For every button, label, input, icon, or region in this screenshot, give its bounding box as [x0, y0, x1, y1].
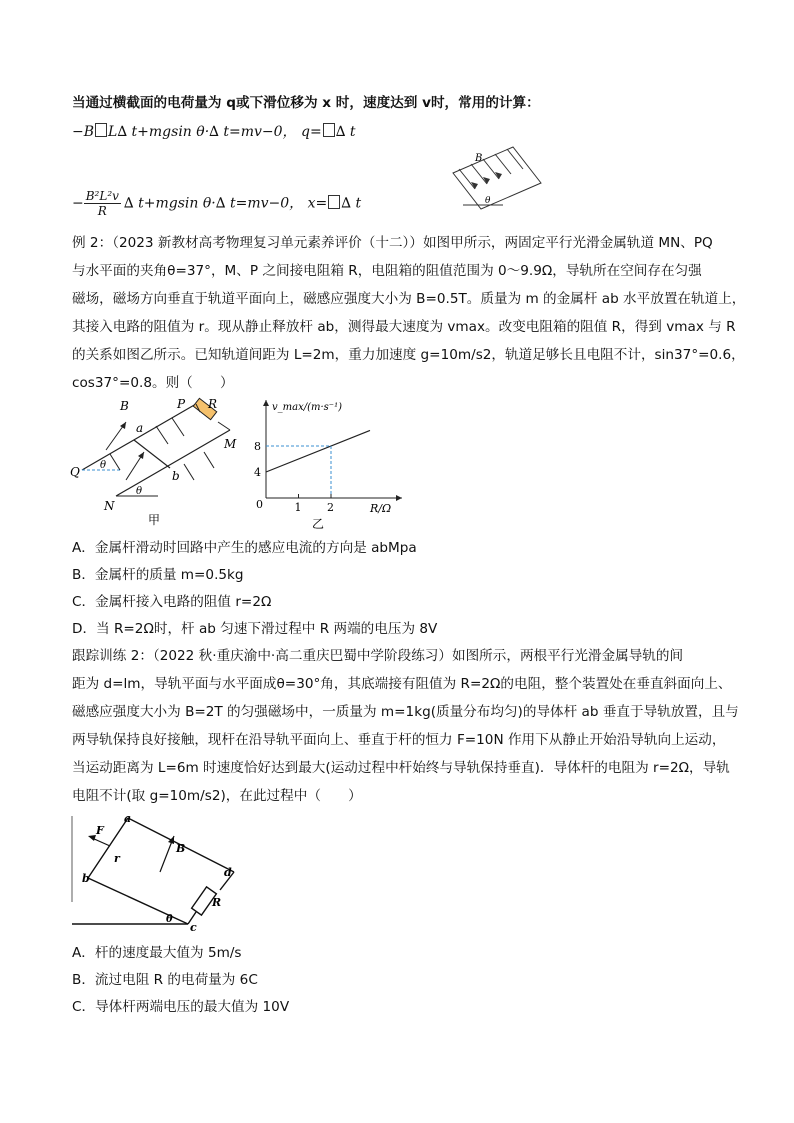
t2-r-rod-label: r [114, 852, 120, 865]
example2-line: 与水平面的夹角θ=37°，M、P 之间接电阻箱 R，电阻箱的阻值范围为 0～9.9Ω，导轨所在空间存在匀强 [72, 263, 702, 279]
jia-r-label: R [208, 397, 218, 411]
training2-line: 磁感应强度大小为 B=2T 的匀强磁场中，一质量为 m=1kg(质量分布均匀)的导体杆 ab 垂直于导轨放置，且与 [72, 704, 739, 720]
yi-origin: 0 [256, 498, 263, 511]
example2-line: 其接入电路的阻值为 r。现从静止释放杆 ab，测得最大速度为 vmax。改变电阻箱的阻值 R，得到 vmax 与 R [72, 319, 736, 335]
fraction: $\frac{\text{B²L²v}}{R}$ [85, 189, 119, 218]
jia-b-rod-label: b [172, 469, 180, 483]
t2-f-label: F [96, 824, 104, 837]
formula-2: − $\frac{\text{B²L²v}}{R}$ ∆ t+mgsin θ·∆ t=mv−0， x= ∆ t [72, 189, 362, 218]
training2-line: 跟踪训练 2：（2022 秋·重庆渝中·高二重庆巴蜀中学阶段练习）如图所示，两根平行光滑金属导轨的间 [72, 648, 684, 664]
intro-heading: 当通过横截面的电荷量为 q或下滑位移为 x 时，速度达到 v时，常用的计算： [72, 95, 540, 111]
figure-jia-rail-diagram [66, 396, 246, 528]
y-axis-arrow-icon [263, 400, 269, 406]
intro-theta-label: θ [485, 196, 491, 206]
example2-option-a: A．金属杆滑动时回路中产生的感应电流的方向是 abMpa [72, 540, 417, 556]
training2-line: 两导轨保持良好接触，现杆在沿导轨平面向上、垂直于杆的恒力 F=10N 作用下从静止开始沿导轨向上运动， [72, 732, 726, 748]
intro-incline-diagram [445, 143, 545, 211]
training2-line: 距为 d=lm，导轨平面与水平面成θ=30°角，其底端接有阻值为 R=2Ω的电阻，整个装置处在垂直斜面向上、 [72, 676, 732, 692]
jia-q-label: Q [70, 465, 80, 479]
y-tick-label: 4 [254, 466, 261, 479]
figure-yi-vmax-chart [252, 396, 412, 532]
example2-line: 例 2：（2023 新教材高考物理复习单元素养评价（十二））如图甲所示，两固定平行光滑金属轨道 MN、PQ [72, 235, 713, 251]
t2-theta-label: θ [166, 914, 173, 925]
yi-ylabel: v_max/(m·s⁻¹) [272, 402, 342, 413]
example2-option-b: B．金属杆的质量 m=0.5kg [72, 567, 244, 583]
jia-theta2-label: θ [136, 486, 143, 497]
jia-p-label: P [177, 397, 186, 411]
symbol-box-icon [323, 123, 335, 137]
series-line [266, 430, 370, 472]
jia-n-label: N [104, 499, 115, 513]
training2-rail-diagram [70, 812, 240, 932]
x-tick-label: 1 [294, 501, 302, 514]
training2-option-c: C．导体杆两端电压的最大值为 10V [72, 999, 290, 1015]
training2-line: 电阻不计(取 g=10m/s2)，在此过程中（ ） [72, 788, 362, 804]
jia-a-label: a [136, 421, 144, 435]
t2-r-label: R [212, 896, 222, 909]
jia-caption: 甲 [148, 513, 161, 527]
jia-m-label: M [224, 437, 237, 451]
jia-b-label: B [120, 399, 129, 413]
yi-xlabel: R/Ω [370, 502, 392, 515]
symbol-box-icon [328, 195, 340, 209]
example2-line: 的关系如图乙所示。已知轨道间距为 L=2m，重力加速度 g=10m/s2，轨道足够长且电阻不计，sin37°=0.6， [72, 347, 745, 363]
training2-option-b: B．流过电阻 R 的电荷量为 6C [72, 972, 258, 988]
t2-b-label: b [82, 872, 90, 885]
intro-b-label: B [475, 153, 483, 164]
t2-b-field-label: B [176, 842, 186, 855]
t2-d-label: d [224, 866, 232, 879]
x-tick-label: 2 [327, 501, 334, 514]
jia-theta1-label: θ [100, 460, 107, 471]
example2-option-c: C．金属杆接入电路的阻值 r=2Ω [72, 594, 272, 610]
formula-1: −B L∆ t+mgsin θ·∆ t=mv−0， q= ∆ t [72, 124, 356, 140]
x-axis-arrow-icon [396, 495, 402, 501]
example2-line: cos37°=0.8。则（ ） [72, 375, 234, 391]
t2-c-label: c [190, 921, 197, 932]
training2-option-a: A．杆的速度最大值为 5m/s [72, 945, 242, 961]
example2-line: 磁场，磁场方向垂直于轨道平面向上，磁感应强度大小为 B=0.5T。质量为 m 的金属杆 ab 水平放置在轨道上， [72, 291, 746, 307]
symbol-box-icon [95, 123, 107, 137]
y-tick-label: 8 [254, 440, 261, 453]
t2-a-label: a [124, 812, 132, 825]
yi-caption: 乙 [312, 517, 325, 531]
training2-line: 当运动距离为 L=6m 时速度恰好达到最大(运动过程中杆始终与导轨保持垂直)．导体杆的电阻为 r=2Ω，导轨 [72, 760, 730, 776]
example2-option-d: D．当 R=2Ω时，杆 ab 匀速下滑过程中 R 两端的电压为 8V [72, 621, 438, 637]
